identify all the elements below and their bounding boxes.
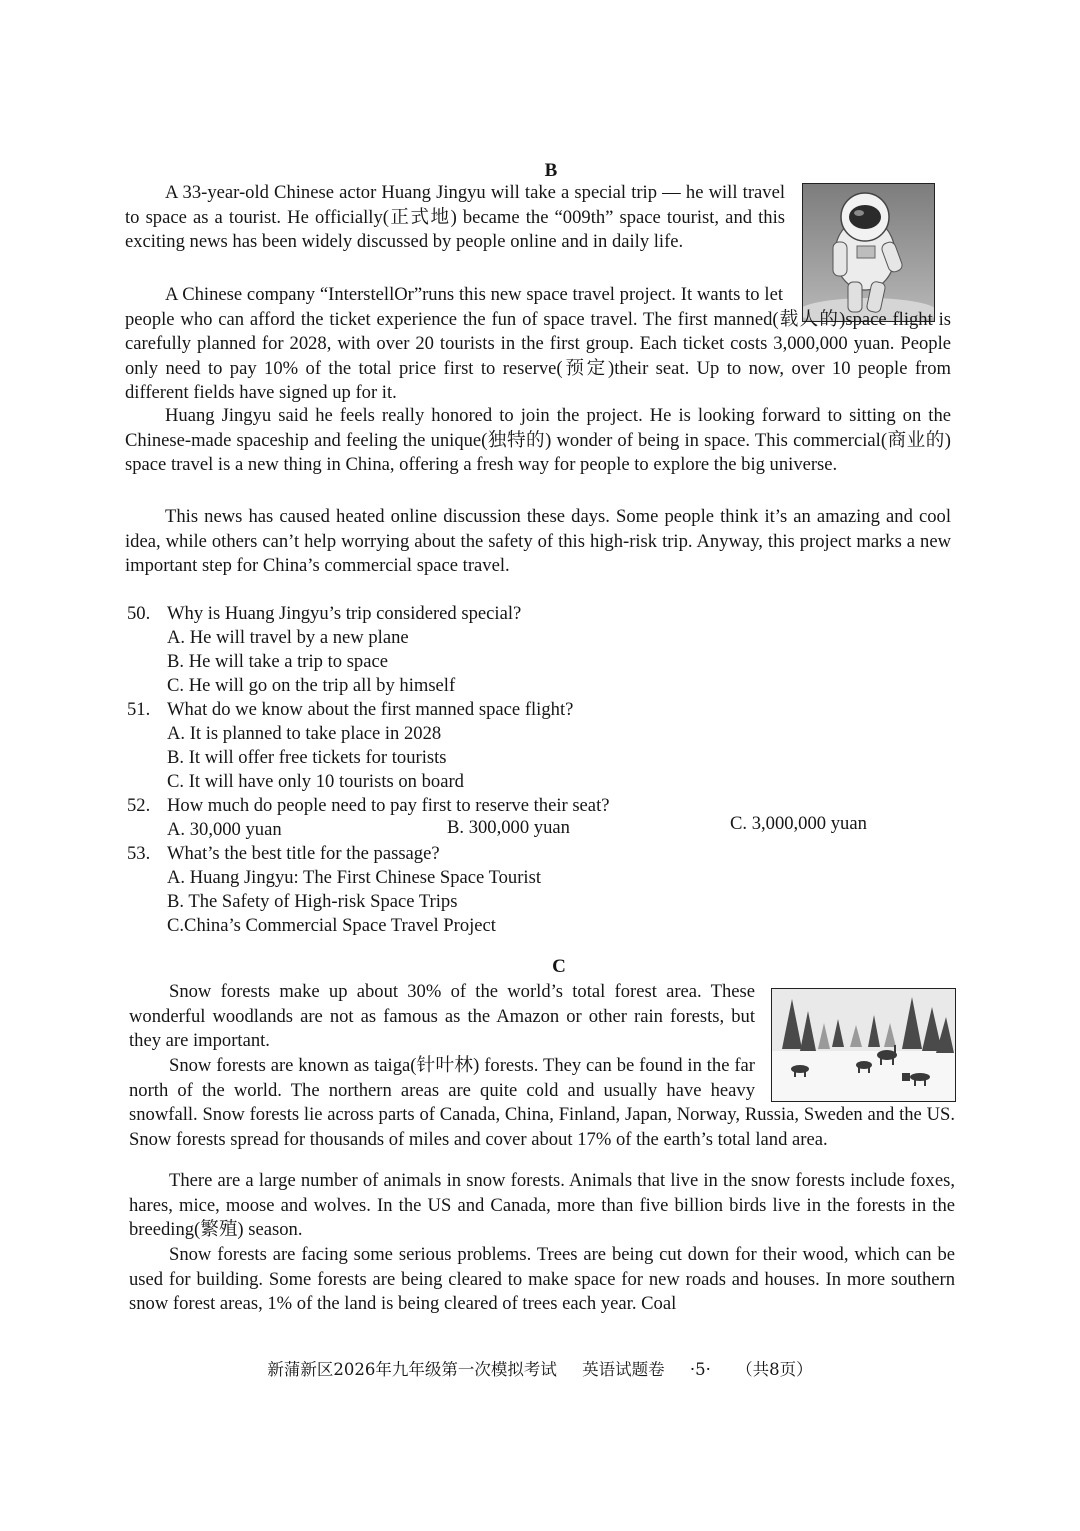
question-51-option-b[interactable]: B. It will offer free tickets for tourists [167, 747, 447, 768]
footer-total-pages: （共8页） [736, 1360, 813, 1379]
question-53: 53. What’s the best title for the passage? [127, 843, 440, 864]
question-52-option-a[interactable]: A. 30,000 yuan [167, 819, 282, 840]
question-52-option-b[interactable]: B. 300,000 yuan [447, 817, 570, 838]
question-53-option-a[interactable]: A. Huang Jingyu: The First Chinese Space Tourist [167, 867, 541, 888]
footer-exam-name: 新蒲新区2026年九年级第一次模拟考试 [267, 1360, 557, 1379]
section-b-title: B [544, 160, 558, 181]
section-c-paragraph-3: There are a large number of animals in snow forests. Animals that live in the snow forests include foxes, hares, mice, moose and wolves. In the US and Canada, more than five billion birds live in the forests in the breeding(繁殖) season. [129, 1170, 955, 1240]
question-50: 50. Why is Huang Jingyu’s trip considered special? [127, 603, 522, 624]
question-51-option-c[interactable]: C. It will have only 10 tourists on board [167, 771, 464, 792]
section-c-paragraph-1: Snow forests make up about 30% of the world’s total forest area. These wonderful woodlands are not as famous as the Amazon or other rain forests, but they are important. [129, 981, 755, 1051]
question-51: 51. What do we know about the first manned space flight? [127, 699, 574, 720]
page-footer [0, 1356, 1080, 1380]
footer-subject: 英语试题卷 [582, 1360, 665, 1379]
question-50-option-a[interactable]: A. He will travel by a new plane [167, 627, 409, 648]
section-b-paragraph-4: This news has caused heated online discussion these days. Some people think it’s an amazing and cool idea, while others can’t help worrying about the safety of this high-risk trip. Anyway, this project marks a new important step for China’s commercial space travel. [125, 506, 951, 576]
question-50-option-c[interactable]: C. He will go on the trip all by himself [167, 675, 456, 696]
section-c-title: C [552, 956, 566, 977]
section-c-paragraph-2: Snow forests are known as taiga(针叶林) forests. They can be found in the far north of the world. The northern areas are quite cold and usually have heavy snowfall. Snow forests lie across parts of Canada, China, Finland, Japan, Norway, Russia, Sweden and the US. Snow forests spread for thousands of miles and cover about 17% of the earth’s total land area. [129, 1055, 955, 1150]
question-52-option-c[interactable]: C. 3,000,000 yuan [730, 813, 867, 834]
question-52: 52. How much do people need to pay first to reserve their seat? [127, 795, 610, 816]
question-53-option-b[interactable]: B. The Safety of High-risk Space Trips [167, 891, 458, 912]
question-53-option-c[interactable]: C.China’s Commercial Space Travel Project [167, 915, 496, 936]
question-50-option-b[interactable]: B. He will take a trip to space [167, 651, 388, 672]
section-b-paragraph-3: Huang Jingyu said he feels really honored to join the project. He is looking forward to sitting on the Chinese-made spaceship and feeling the unique(独特的) wonder of being in space. This commercial(商业的) space travel is a new thing in China, offering a fresh way for people to explore the big universe. [125, 405, 951, 475]
section-b-paragraph-1: A 33-year-old Chinese actor Huang Jingyu will take a special trip — he will travel to space as a tourist. He officially(正式地) became the “009th” space tourist, and this exciting news has been widely discussed by people online and in daily life. [125, 182, 785, 252]
question-51-option-a[interactable]: A. It is planned to take place in 2028 [167, 723, 442, 744]
footer-page-number: ·5· [689, 1360, 711, 1379]
section-c-paragraph-4: Snow forests are facing some serious problems. Trees are being cut down for their wood, which can be used for building. Some forests are being cleared to make space for new roads and houses. In more southern snow forest areas, 1% of the land is being cleared of trees each year. Coal [129, 1244, 955, 1314]
section-b-paragraph-2-full: A Chinese company “InterstellOr”runs this new space travel project. It wants to let people who can afford the ticket experience the fun of space travel. The first manned(载人的)space flight is carefully planned for 2028, with over 20 tourists in the first group. Each ticket costs 3,000,000 yuan. People only need to pay 10% of the total price first to reserve(预定)their seat. Up to now, over 10 people from different fields have signed up for it. [125, 284, 951, 403]
